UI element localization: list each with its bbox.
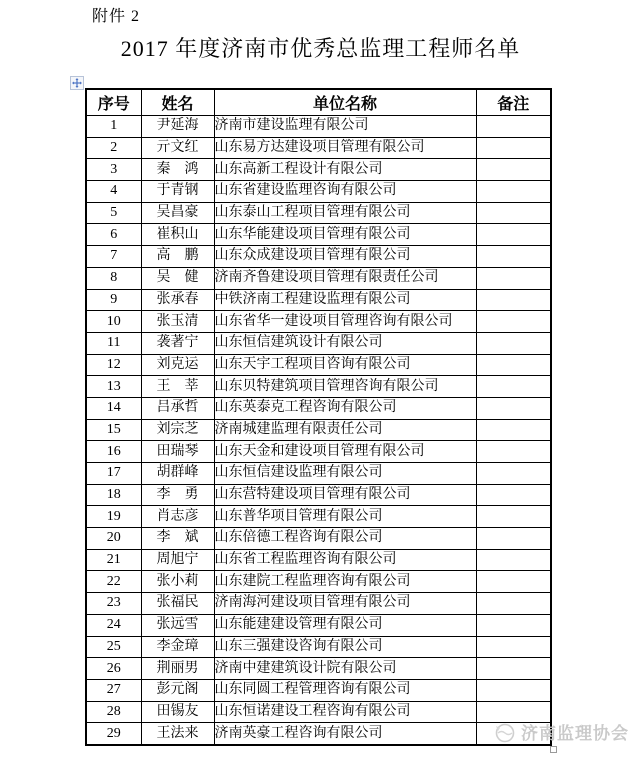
remark-cell xyxy=(476,311,551,333)
name-cell: 田瑞琴 xyxy=(141,441,214,463)
table-row xyxy=(86,549,551,571)
serial-cell: 4 xyxy=(86,181,141,203)
name-cell: 崔积山 xyxy=(141,224,214,246)
serial-cell: 24 xyxy=(86,614,141,636)
table-row xyxy=(86,159,551,181)
remark-cell xyxy=(476,181,551,203)
name-cell: 田锡友 xyxy=(141,701,214,723)
name-cell: 李金璋 xyxy=(141,636,214,658)
table-row xyxy=(86,506,551,528)
serial-cell: 10 xyxy=(86,311,141,333)
table-row xyxy=(86,354,551,376)
serial-cell: 11 xyxy=(86,332,141,354)
remark-cell xyxy=(476,202,551,224)
remark-cell xyxy=(476,397,551,419)
company-cell: 山东贝特建筑项目管理咨询有限公司 xyxy=(214,376,476,398)
remark-cell xyxy=(476,246,551,268)
name-cell: 亓文红 xyxy=(141,137,214,159)
company-cell: 济南城建监理有限责任公司 xyxy=(214,419,476,441)
company-cell: 山东英泰克工程咨询有限公司 xyxy=(214,397,476,419)
company-cell: 山东恒诺建设工程咨询有限公司 xyxy=(214,701,476,723)
serial-cell: 1 xyxy=(86,116,141,138)
name-cell: 张承春 xyxy=(141,289,214,311)
serial-cell: 9 xyxy=(86,289,141,311)
name-cell: 荆丽男 xyxy=(141,658,214,680)
company-cell: 济南英豪工程咨询有限公司 xyxy=(214,723,476,745)
serial-cell: 28 xyxy=(86,701,141,723)
name-cell: 李 勇 xyxy=(141,484,214,506)
remark-cell xyxy=(476,224,551,246)
table-row xyxy=(86,441,551,463)
name-cell: 胡群峰 xyxy=(141,463,214,485)
remark-cell xyxy=(476,658,551,680)
table-row xyxy=(86,593,551,615)
remark-cell xyxy=(476,614,551,636)
name-cell: 秦 鸿 xyxy=(141,159,214,181)
company-cell: 中铁济南工程建设监理有限公司 xyxy=(214,289,476,311)
table-header-row xyxy=(86,89,551,116)
serial-cell: 7 xyxy=(86,246,141,268)
remark-cell xyxy=(476,571,551,593)
serial-cell: 25 xyxy=(86,636,141,658)
col-header-serial: 序号 xyxy=(86,89,141,116)
company-cell: 山东天金和建设项目管理有限公司 xyxy=(214,441,476,463)
table-body xyxy=(86,116,551,745)
company-cell: 山东天宇工程项目咨询有限公司 xyxy=(214,354,476,376)
remark-cell xyxy=(476,636,551,658)
table-row xyxy=(86,376,551,398)
company-cell: 山东省建设监理咨询有限公司 xyxy=(214,181,476,203)
company-cell: 山东营特建设项目管理有限公司 xyxy=(214,484,476,506)
remark-cell xyxy=(476,376,551,398)
table-row xyxy=(86,137,551,159)
table-row xyxy=(86,397,551,419)
serial-cell: 12 xyxy=(86,354,141,376)
table-row xyxy=(86,332,551,354)
table-row xyxy=(86,246,551,268)
remark-cell xyxy=(476,528,551,550)
serial-cell: 2 xyxy=(86,137,141,159)
name-cell: 王法来 xyxy=(141,723,214,745)
company-cell: 山东恒信建设监理有限公司 xyxy=(214,463,476,485)
company-cell: 山东省华一建设项目管理咨询有限公司 xyxy=(214,311,476,333)
company-cell: 山东恒信建筑设计有限公司 xyxy=(214,332,476,354)
remark-cell xyxy=(476,506,551,528)
col-header-name: 姓名 xyxy=(141,89,214,116)
company-cell: 山东能建建设管理有限公司 xyxy=(214,614,476,636)
name-cell: 张玉清 xyxy=(141,311,214,333)
serial-cell: 17 xyxy=(86,463,141,485)
serial-cell: 5 xyxy=(86,202,141,224)
name-cell: 高 鹏 xyxy=(141,246,214,268)
table-row xyxy=(86,224,551,246)
col-header-remark: 备注 xyxy=(476,89,551,116)
table-row xyxy=(86,571,551,593)
company-cell: 山东泰山工程项目管理有限公司 xyxy=(214,202,476,224)
serial-cell: 21 xyxy=(86,549,141,571)
table-row xyxy=(86,701,551,723)
table-row xyxy=(86,636,551,658)
serial-cell: 16 xyxy=(86,441,141,463)
name-cell: 张小莉 xyxy=(141,571,214,593)
table-row xyxy=(86,723,551,745)
remark-cell xyxy=(476,137,551,159)
table-row xyxy=(86,614,551,636)
table-row xyxy=(86,658,551,680)
serial-cell: 26 xyxy=(86,658,141,680)
name-cell: 吴 健 xyxy=(141,267,214,289)
name-cell: 李 斌 xyxy=(141,528,214,550)
attachment-label: 附件 2 xyxy=(92,8,141,25)
name-cell: 张远雪 xyxy=(141,614,214,636)
table-row xyxy=(86,202,551,224)
roster-table xyxy=(85,88,552,746)
company-cell: 山东高新工程设计有限公司 xyxy=(214,159,476,181)
serial-cell: 14 xyxy=(86,397,141,419)
table-row xyxy=(86,679,551,701)
remark-cell xyxy=(476,593,551,615)
table-row xyxy=(86,181,551,203)
remark-cell xyxy=(476,549,551,571)
serial-cell: 20 xyxy=(86,528,141,550)
remark-cell xyxy=(476,116,551,138)
table-row xyxy=(86,419,551,441)
company-cell: 山东三强建设咨询有限公司 xyxy=(214,636,476,658)
serial-cell: 29 xyxy=(86,723,141,745)
serial-cell: 23 xyxy=(86,593,141,615)
remark-cell xyxy=(476,419,551,441)
company-cell: 山东普华项目管理有限公司 xyxy=(214,506,476,528)
name-cell: 王 莘 xyxy=(141,376,214,398)
association-logo-icon xyxy=(492,720,516,744)
remark-cell xyxy=(476,289,551,311)
watermark xyxy=(492,719,629,744)
page-title: 2017 年度济南市优秀总监理工程师名单 xyxy=(120,36,521,61)
table-row xyxy=(86,311,551,333)
company-cell: 山东华能建设项目管理有限公司 xyxy=(214,224,476,246)
name-cell: 彭元阁 xyxy=(141,679,214,701)
company-cell: 济南市建设监理有限公司 xyxy=(214,116,476,138)
watermark-text: 济南监理协会 xyxy=(521,724,629,743)
serial-cell: 3 xyxy=(86,159,141,181)
name-cell: 肖志彦 xyxy=(141,506,214,528)
table-resize-handle[interactable] xyxy=(550,746,557,753)
name-cell: 张福民 xyxy=(141,593,214,615)
company-cell: 济南海河建设项目管理有限公司 xyxy=(214,593,476,615)
remark-cell xyxy=(476,354,551,376)
serial-cell: 6 xyxy=(86,224,141,246)
name-cell: 周旭宁 xyxy=(141,549,214,571)
company-cell: 济南中建建筑设计院有限公司 xyxy=(214,658,476,680)
table-row xyxy=(86,267,551,289)
remark-cell xyxy=(476,441,551,463)
company-cell: 山东倍德工程咨询有限公司 xyxy=(214,528,476,550)
serial-cell: 22 xyxy=(86,571,141,593)
name-cell: 袭著宁 xyxy=(141,332,214,354)
table-row xyxy=(86,289,551,311)
company-cell: 山东省工程监理咨询有限公司 xyxy=(214,549,476,571)
serial-cell: 27 xyxy=(86,679,141,701)
remark-cell xyxy=(476,484,551,506)
remark-cell xyxy=(476,267,551,289)
serial-cell: 19 xyxy=(86,506,141,528)
table-move-handle[interactable] xyxy=(70,76,84,90)
name-cell: 刘宗芝 xyxy=(141,419,214,441)
col-header-company: 单位名称 xyxy=(214,89,476,116)
remark-cell xyxy=(476,679,551,701)
remark-cell xyxy=(476,159,551,181)
company-cell: 山东易方达建设项目管理有限公司 xyxy=(214,137,476,159)
company-cell: 济南齐鲁建设项目管理有限责任公司 xyxy=(214,267,476,289)
serial-cell: 18 xyxy=(86,484,141,506)
remark-cell xyxy=(476,463,551,485)
move-arrows-icon xyxy=(72,78,82,88)
table-row xyxy=(86,528,551,550)
name-cell: 吕承哲 xyxy=(141,397,214,419)
table-row xyxy=(86,463,551,485)
name-cell: 刘克运 xyxy=(141,354,214,376)
name-cell: 于青钢 xyxy=(141,181,214,203)
remark-cell xyxy=(476,332,551,354)
serial-cell: 13 xyxy=(86,376,141,398)
table-row xyxy=(86,116,551,138)
name-cell: 尹延海 xyxy=(141,116,214,138)
name-cell: 吴昌豪 xyxy=(141,202,214,224)
company-cell: 山东建院工程监理咨询有限公司 xyxy=(214,571,476,593)
serial-cell: 15 xyxy=(86,419,141,441)
serial-cell: 8 xyxy=(86,267,141,289)
company-cell: 山东众成建设项目管理有限公司 xyxy=(214,246,476,268)
company-cell: 山东同圆工程管理咨询有限公司 xyxy=(214,679,476,701)
table-row xyxy=(86,484,551,506)
